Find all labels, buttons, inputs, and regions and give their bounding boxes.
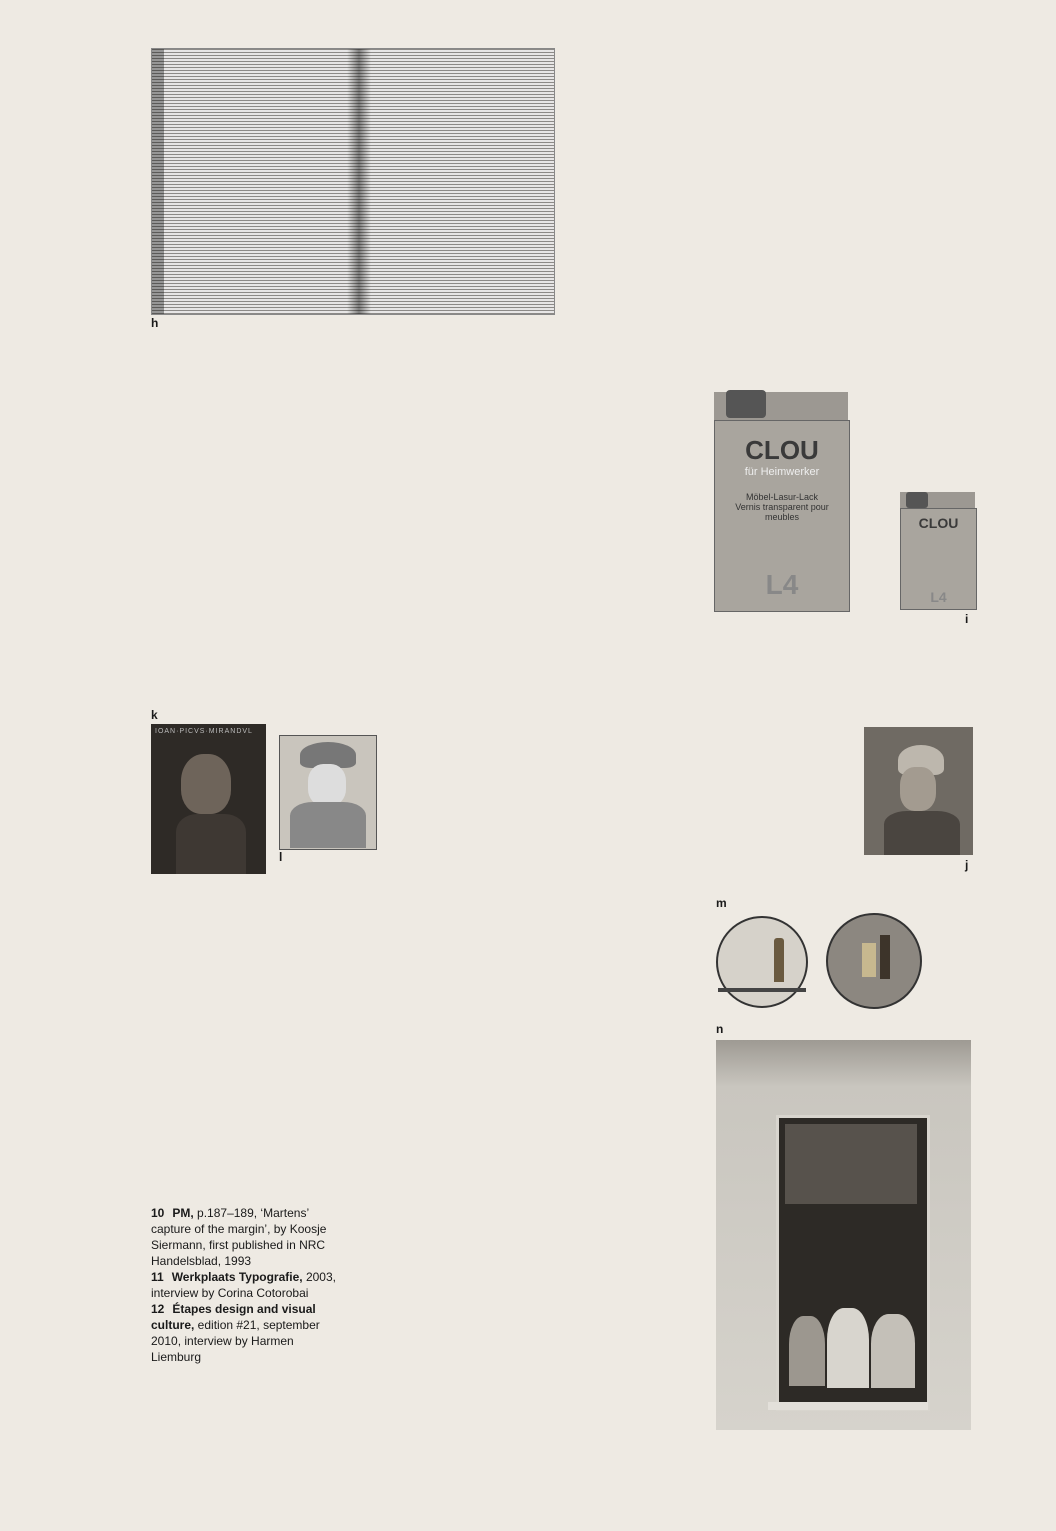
- tin-small-code: L4: [930, 589, 947, 605]
- figure-label-h: h: [151, 316, 159, 330]
- caption-10: [151, 1205, 336, 1269]
- caption-11: [151, 1269, 336, 1301]
- figure-label-m: m: [716, 896, 727, 910]
- clou-tin-small-image: [900, 492, 975, 608]
- bottles-circle-photo-right: [826, 913, 922, 1009]
- caption-12-number: 12: [151, 1302, 165, 1316]
- figure-label-k: k: [151, 708, 158, 722]
- caption-10-text: p.187–189, ‘Martens’ capture of the margin’, by Koosje Siermann, first published in NRC Handelsblad, 1993: [151, 1206, 327, 1268]
- caption-12-text: edition #21, september 2010, interview by Harmen Liemburg: [151, 1318, 320, 1364]
- tin-line1: Möbel-Lasur-Lack: [745, 492, 819, 502]
- caption-11-text: 2003, interview by Corina Cotorobai: [151, 1270, 336, 1300]
- tin-sub: für Heimwerker: [744, 466, 820, 478]
- caption-10-number: 10: [151, 1206, 165, 1220]
- tin-line2: Vernis transparent pour meubles: [735, 502, 829, 522]
- tin-small-brand: CLOU: [918, 515, 959, 531]
- figure-label-l: l: [279, 850, 283, 864]
- figure-label-i: i: [965, 612, 969, 626]
- portrait-inscription: IOAN·PICVS·MIRANDVL: [155, 728, 253, 735]
- caption-12: [151, 1301, 336, 1365]
- figure-captions: [151, 1205, 336, 1365]
- clou-tin-cans-image: [714, 392, 848, 610]
- window-children-photo: [716, 1040, 971, 1430]
- figure-label-j: j: [965, 858, 969, 872]
- caption-11-number: 11: [151, 1270, 164, 1284]
- renaissance-portrait-painting: [864, 727, 973, 855]
- caption-11-title: Werkplaats Typografie,: [171, 1270, 303, 1284]
- caption-10-title: PM,: [172, 1206, 194, 1220]
- tin-code: L4: [765, 569, 799, 600]
- bottles-circle-photo-left: [716, 916, 808, 1008]
- tin-brand: CLOU: [745, 435, 819, 465]
- engraved-portrait: [279, 735, 377, 850]
- portrait-painting-framed: [151, 724, 266, 874]
- caption-12-title: Étapes design and visual culture,: [151, 1302, 316, 1332]
- figure-label-n: n: [716, 1022, 724, 1036]
- open-book-pages-image: [151, 48, 555, 315]
